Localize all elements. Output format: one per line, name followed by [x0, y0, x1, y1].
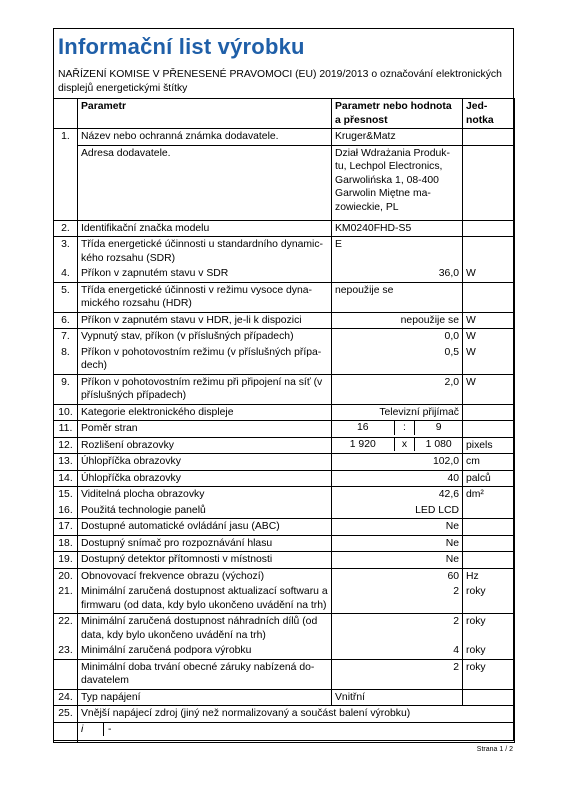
row-unit: roky — [463, 584, 515, 614]
row-unit — [463, 237, 515, 267]
row-unit — [463, 282, 515, 312]
row-number: 16. — [54, 503, 78, 519]
row-number: 1. — [54, 129, 78, 146]
row-unit — [463, 421, 515, 438]
row-parameter: Dostupný snímač pro rozpoznávání hlasu — [78, 535, 332, 552]
table-row — [54, 722, 515, 742]
row-parameter: Kategorie elektronického displeje — [78, 404, 332, 421]
table-header-row — [54, 99, 515, 129]
row-number: 10. — [54, 404, 78, 421]
row-parameter: Viditelná plocha obrazovky — [78, 487, 332, 503]
row-value: 0,0 — [332, 329, 463, 345]
row-number: 14. — [54, 470, 78, 487]
row-parameter: Minimální doba trvání obecné záruky nabízená do-davatelem — [78, 659, 332, 689]
row-value: nepoužije se — [332, 282, 463, 312]
row-parameter: Dostupný detektor přítomnosti v místnosti — [78, 552, 332, 569]
row-value: 2 — [332, 584, 463, 614]
row-value: 4 — [332, 643, 463, 659]
row-value: 0,5 — [332, 345, 463, 375]
table-row — [54, 129, 515, 146]
header-value: Parametr nebo hodnota a přesnost — [332, 99, 463, 129]
table-row — [54, 706, 515, 723]
row-number: 3. — [54, 237, 78, 267]
row-parameter: Název nebo ochranná známka dodavatele. — [78, 129, 332, 146]
table-row — [54, 329, 515, 345]
row-unit — [463, 503, 515, 519]
table-row — [54, 535, 515, 552]
row-number: 18. — [54, 535, 78, 552]
row-unit: W — [463, 329, 515, 345]
row-parameter: Poměr stran — [78, 421, 332, 438]
row-number: 17. — [54, 519, 78, 536]
row-parameter: Minimální zaručená dostupnost aktualizací softwaru a firmwaru (od data, kdy bylo ukončeno uvádění na trh) — [78, 584, 332, 614]
table-row — [54, 374, 515, 404]
row-unit — [463, 129, 515, 146]
subitem-roman: i — [78, 723, 104, 737]
row-value: Vnitřní — [332, 689, 463, 706]
table-row — [54, 487, 515, 503]
table-row — [54, 470, 515, 487]
row-number: 21. — [54, 584, 78, 614]
row-parameter: Adresa dodavatele. — [78, 145, 332, 220]
regulation-subtitle: NAŘÍZENÍ KOMISE V PŘENESENÉ PRAVOMOCI (EU) 2019/2013 o označování elektronických displejů energetickými štítky — [58, 69, 502, 94]
row-unit — [463, 145, 515, 220]
resolution-separator: x — [394, 438, 416, 452]
row-parameter: Příkon v pohotovostním režimu při připojení na síť (v příslušných případech) — [78, 374, 332, 404]
row-number: 24. — [54, 689, 78, 706]
table-row — [54, 145, 515, 220]
table-row — [54, 643, 515, 659]
row-parameter: Minimální zaručená dostupnost náhradních dílů (od data, kdy bylo ukončeno uvádění na trh) — [78, 614, 332, 644]
row-value: 2 — [332, 659, 463, 689]
row-unit — [463, 535, 515, 552]
page-footer: Strana 1 / 2 — [476, 746, 513, 753]
row-parameter: Úhlopříčka obrazovky — [78, 454, 332, 471]
row-number — [54, 722, 78, 742]
row-unit: cm — [463, 454, 515, 471]
row-number — [54, 145, 78, 220]
row-value: Ne — [332, 535, 463, 552]
header-number — [54, 99, 78, 129]
row-parameter: Identifikační značka modelu — [78, 220, 332, 237]
table-row — [54, 689, 515, 706]
row-unit: roky — [463, 614, 515, 644]
row-value: E — [332, 237, 463, 267]
ratio-second: 9 — [435, 422, 442, 433]
row-value: 102,0 — [332, 454, 463, 471]
aspect-ratio-value — [332, 421, 462, 435]
row-parameter: Použitá technologie panelů — [78, 503, 332, 519]
row-unit — [463, 220, 515, 237]
resolution-height: 1 080 — [425, 438, 452, 450]
row-unit: palců — [463, 470, 515, 487]
row-number: 15. — [54, 487, 78, 503]
row-subitem — [78, 722, 515, 742]
row-parameter: Vypnutý stav, příkon (v příslušných případech) — [78, 329, 332, 345]
row-value: 42,6 — [332, 487, 463, 503]
row-number: 6. — [54, 312, 78, 329]
row-value — [332, 421, 463, 438]
row-number: 7. — [54, 329, 78, 345]
row-value: Televizní přijímač — [332, 404, 463, 421]
row-value: 36,0 — [332, 266, 463, 282]
row-value: 60 — [332, 568, 463, 584]
row-unit: W — [463, 374, 515, 404]
row-unit: W — [463, 266, 515, 282]
row-number: 8. — [54, 345, 78, 375]
row-parameter: Třída energetické účinnosti u standardního dynamic-kého rozsahu (SDR) — [78, 237, 332, 267]
row-value: Dział Wdrażania Produk-tu, Lechpol Electronics, Garwolińska 1, 08-400 Garwolin Miętne ma-zowieckie, PL — [332, 145, 463, 220]
table-row — [54, 614, 515, 644]
row-unit — [463, 519, 515, 536]
subitem-value: - — [108, 723, 112, 735]
row-unit: W — [463, 312, 515, 329]
row-number: 23. — [54, 643, 78, 659]
row-value: LED LCD — [332, 503, 463, 519]
header-parameter: Parametr — [78, 99, 332, 129]
row-value: Ne — [332, 519, 463, 536]
row-value: Kruger&Matz — [332, 129, 463, 146]
table-row — [54, 220, 515, 237]
page-title: Informační list výrobku — [58, 34, 305, 59]
row-unit: roky — [463, 643, 515, 659]
row-parameter: Příkon v pohotovostním režimu (v příslušných přípa-dech) — [78, 345, 332, 375]
resolution-value — [332, 438, 462, 452]
row-unit: pixels — [463, 437, 515, 454]
table-row — [54, 282, 515, 312]
row-value: Ne — [332, 552, 463, 569]
table-row — [54, 568, 515, 584]
row-unit: dm² — [463, 487, 515, 503]
row-value: 2,0 — [332, 374, 463, 404]
row-number: 4. — [54, 266, 78, 282]
row-unit: roky — [463, 659, 515, 689]
table-row — [54, 454, 515, 471]
row-value: 40 — [332, 470, 463, 487]
table-row — [54, 421, 515, 438]
resolution-width: 1 920 — [349, 438, 376, 450]
row-parameter: Typ napájení — [78, 689, 332, 706]
row-parameter: Příkon v zapnutém stavu v SDR — [78, 266, 332, 282]
row-parameter: Úhlopříčka obrazovky — [78, 470, 332, 487]
row-value — [332, 437, 463, 454]
header-unit: Jed-notka — [463, 99, 515, 129]
row-value: 2 — [332, 614, 463, 644]
table-row — [54, 237, 515, 267]
row-parameter: Vnější napájecí zdroj (jiný než normalizovaný a součást balení výrobku) — [78, 706, 515, 723]
row-unit: W — [463, 345, 515, 375]
row-number: 13. — [54, 454, 78, 471]
row-number — [54, 659, 78, 689]
table-row — [54, 552, 515, 569]
row-number: 12. — [54, 437, 78, 454]
row-unit — [463, 689, 515, 706]
ratio-first: 16 — [356, 422, 369, 433]
row-parameter: Třída energetické účinnosti v režimu vysoce dyna-mického rozsahu (HDR) — [78, 282, 332, 312]
row-unit — [463, 404, 515, 421]
row-number: 2. — [54, 220, 78, 237]
row-parameter: Minimální zaručená podpora výrobku — [78, 643, 332, 659]
row-unit — [463, 552, 515, 569]
table-row — [54, 503, 515, 519]
table-row — [54, 345, 515, 375]
row-value: nepoužije se — [332, 312, 463, 329]
table-row — [54, 519, 515, 536]
table-row — [54, 584, 515, 614]
table-row — [54, 312, 515, 329]
row-number: 9. — [54, 374, 78, 404]
row-number: 19. — [54, 552, 78, 569]
row-number: 5. — [54, 282, 78, 312]
row-number: 22. — [54, 614, 78, 644]
table-row — [54, 404, 515, 421]
table-row — [54, 437, 515, 454]
row-value: KM0240FHD-S5 — [332, 220, 463, 237]
row-parameter: Obnovovací frekvence obrazu (výchozí) — [78, 568, 332, 584]
row-number: 20. — [54, 568, 78, 584]
row-unit: Hz — [463, 568, 515, 584]
spec-table — [53, 98, 515, 743]
subitem-cells — [78, 723, 514, 737]
row-number: 11. — [54, 421, 78, 438]
row-number: 25. — [54, 706, 78, 723]
row-parameter: Příkon v zapnutém stavu v HDR, je-li k dispozici — [78, 312, 332, 329]
ratio-separator: : — [394, 421, 416, 435]
table-row — [54, 266, 515, 282]
row-parameter: Dostupné automatické ovládání jasu (ABC) — [78, 519, 332, 536]
row-parameter: Rozlišení obrazovky — [78, 437, 332, 454]
table-row — [54, 659, 515, 689]
